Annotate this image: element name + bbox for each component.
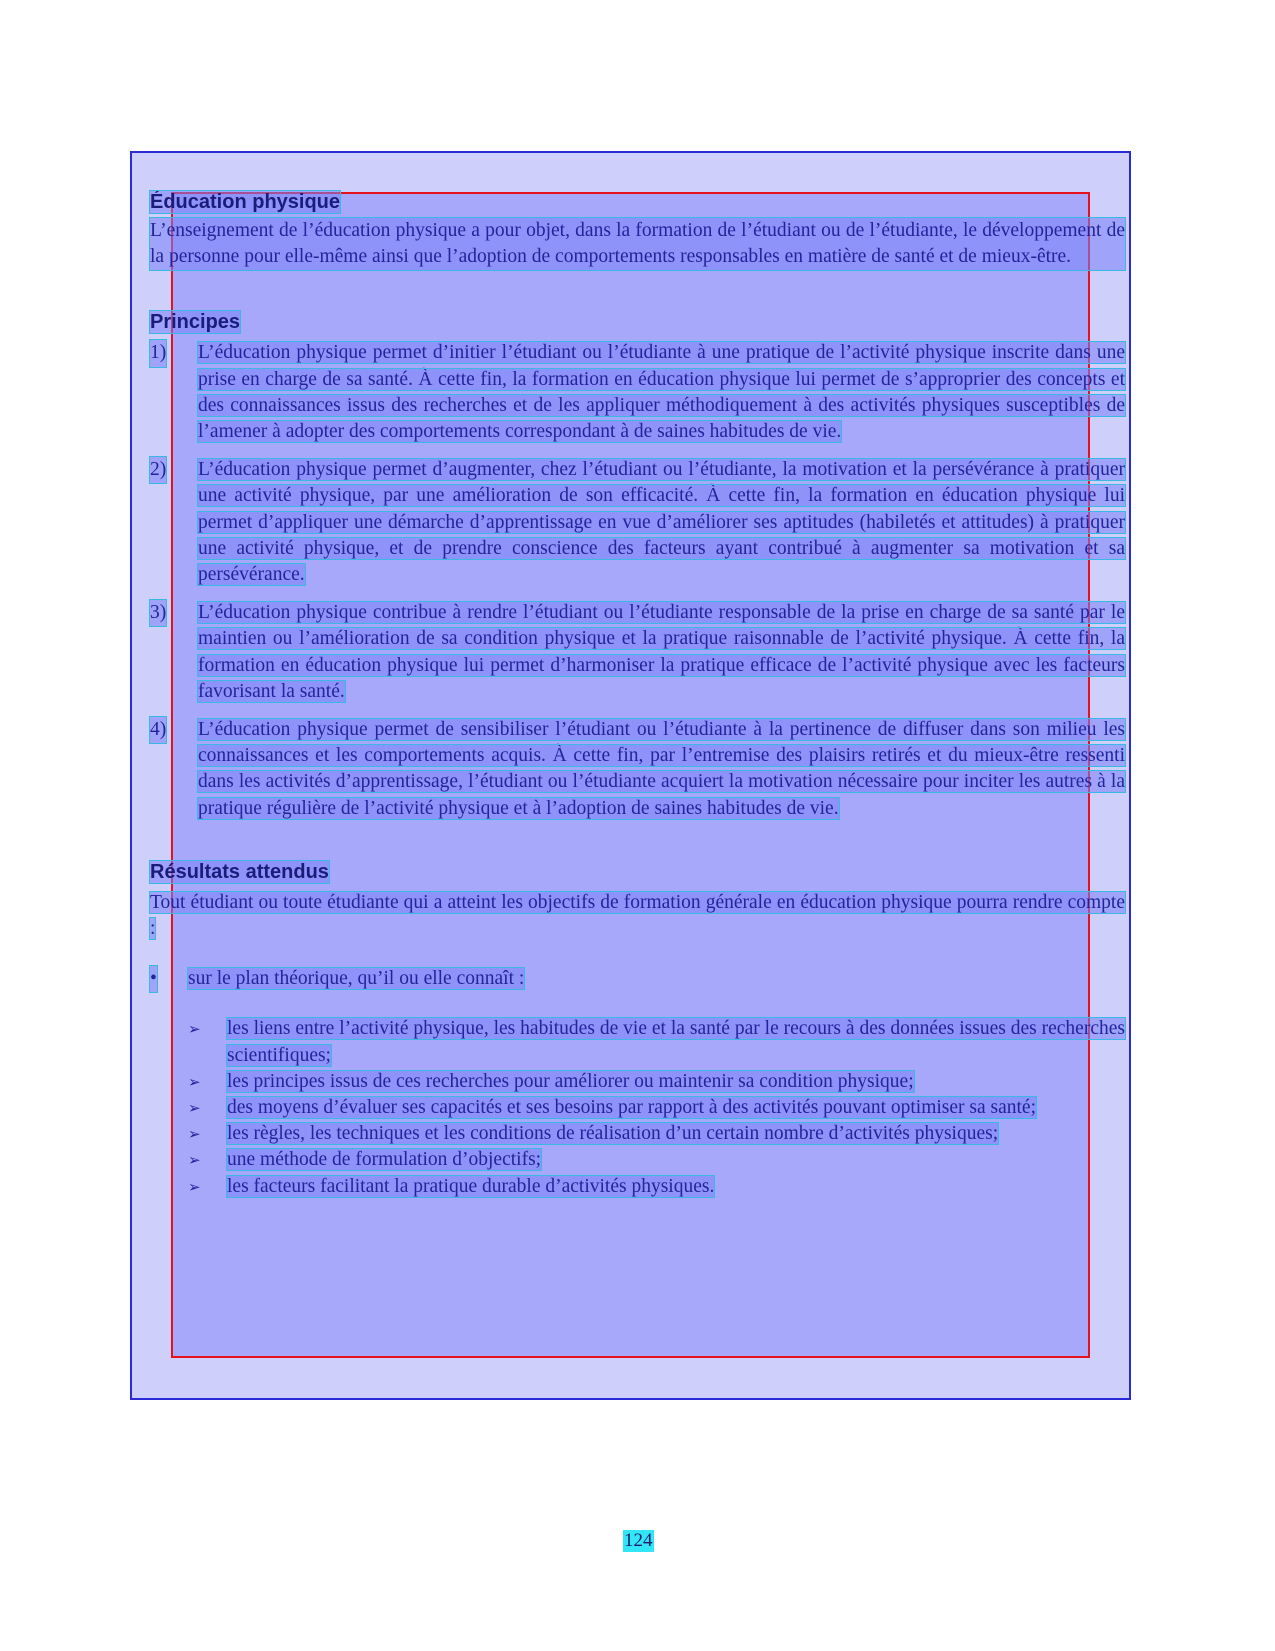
- principle-item: [150, 457, 1125, 588]
- principle-text: L’éducation physique permet d’initier l’étudiant ou l’étudiante à une pratique de l’activité physique inscrite dans une prise en charge de sa santé. À cette fin, la formation en éducation physique lui permet de s’approprier des concepts et des connaissances issus des recherches et de les appliquer méthodiquement à des activités physiques susceptibles de l’amener à adopter des comportements correspondant à de saines habitudes de vie.: [198, 342, 1125, 443]
- principle-item: [150, 717, 1125, 822]
- theory-text: sur le plan théorique, qu’il ou elle connaît :: [188, 968, 525, 990]
- principle-item: [150, 340, 1125, 445]
- result-item: [150, 1016, 1125, 1068]
- arrow-bullet-icon: ➢: [188, 1072, 201, 1091]
- arrow-bullet-icon: ➢: [188, 1099, 201, 1118]
- bullet-icon: •: [150, 966, 157, 992]
- principle-number: 3): [150, 600, 166, 626]
- results-list: [150, 1016, 1125, 1199]
- arrow-bullet-icon: ➢: [188, 1177, 201, 1196]
- result-text: les principes issus de ces recherches pour améliorer ou maintenir sa condition physique;: [227, 1070, 914, 1092]
- arrow-bullet-icon: ➢: [188, 1020, 201, 1039]
- result-item: [150, 1069, 1125, 1095]
- principle-text: L’éducation physique contribue à rendre l’étudiant ou l’étudiante responsable de la prise en charge de sa santé par le maintien ou l’amélioration de sa condition physique et la pratique raisonnable de l’activité physique. À cette fin, la formation en éducation physique lui permet d’harmoniser la pratique efficace de l’activité physique avec les facteurs favorisant la santé.: [198, 602, 1125, 702]
- result-text: les facteurs facilitant la pratique durable d’activités physiques.: [227, 1175, 715, 1197]
- result-item: [150, 1095, 1125, 1121]
- result-item: [150, 1121, 1125, 1147]
- principle-text: L’éducation physique permet d’augmenter, chez l’étudiant ou l’étudiante, la motivation et la persévérance à pratiquer une activité physique, par une amélioration de son efficacité. À cette fin, la formation en éducation physique lui permet d’appliquer une démarche d’apprentissage en vue d’améliorer ses aptitudes (habiletés et attitudes) à pratiquer une activité physique, et de prendre conscience des facteurs ayant contribué à augmenter sa motivation et sa persévérance.: [198, 459, 1125, 586]
- theory-bullet: [150, 966, 1125, 992]
- document-content: [150, 186, 1125, 1200]
- result-item: [150, 1147, 1125, 1173]
- result-item: [150, 1174, 1125, 1200]
- results-intro: Tout étudiant ou toute étudiante qui a atteint les objectifs de formation générale en éducation physique pourra rendre compte :: [150, 891, 1125, 940]
- result-text: une méthode de formulation d’objectifs;: [227, 1149, 542, 1171]
- principle-number: 1): [150, 340, 166, 366]
- principle-text: L’éducation physique permet de sensibiliser l’étudiant ou l’étudiante à la pertinence de diffuser dans son milieu les connaissances et les comportements acquis. À cette fin, par l’entremise des plaisirs retirés et du mieux-être ressenti dans les activités d’apprentissage, l’étudiant ou l’étudiante acquiert la motivation nécessaire pour inciter les autres à la pratique régulière de l’activité physique et à l’adoption de saines habitudes de vie.: [198, 719, 1125, 819]
- page-number: 124: [624, 1530, 653, 1551]
- principle-item: [150, 600, 1125, 705]
- principles-heading: Principes: [150, 311, 241, 334]
- results-heading: Résultats attendus: [150, 860, 329, 883]
- principle-number: 2): [150, 457, 166, 483]
- arrow-bullet-icon: ➢: [188, 1125, 201, 1144]
- intro-paragraph: L’enseignement de l’éducation physique a pour objet, dans la formation de l’étudiant ou de l’étudiante, le développement de la personne pour elle-même ainsi que l’adoption de comportements responsables en matière de santé et de mieux-être.: [150, 218, 1125, 270]
- principles-list: [150, 340, 1125, 821]
- result-text: les règles, les techniques et les conditions de réalisation d’un certain nombre d’activités physiques;: [227, 1123, 999, 1145]
- section-title: Éducation physique: [150, 191, 341, 213]
- result-text: des moyens d’évaluer ses capacités et ses besoins par rapport à des activités pouvant optimiser sa santé;: [227, 1097, 1037, 1119]
- result-text: les liens entre l’activité physique, les habitudes de vie et la santé par le recours à des données issues des recherches scientifiques;: [227, 1018, 1125, 1066]
- principle-number: 4): [150, 717, 166, 743]
- arrow-bullet-icon: ➢: [188, 1151, 201, 1170]
